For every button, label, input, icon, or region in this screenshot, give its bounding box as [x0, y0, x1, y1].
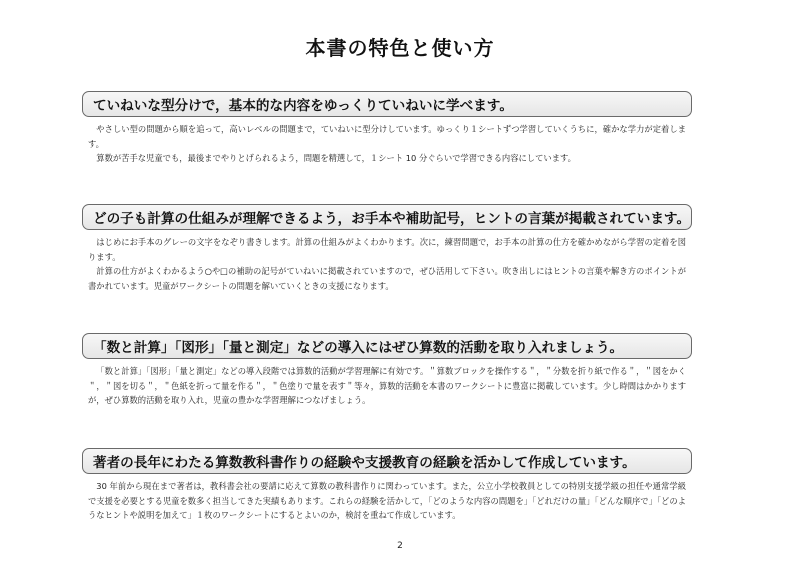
- feature-section-3: [82, 333, 692, 408]
- feature-section-1: [82, 91, 692, 166]
- section-heading: 「数と計算」「図形」「量と測定」などの導入にはぜひ算数的活動を取り入れましょう。: [82, 333, 692, 359]
- section-paragraph: 30 年前から現在まで著者は，教科書会社の要請に応えて算数の教科書作りに関わっています。また，公立小学校教員としての特別支援学級の担任や通常学級で支援を必要とする児童を数多く担当してきた実績もあります。これらの経験を活かして，｢どのような内容の問題を｣「どれだけの量」「どんな順序で」「どのようなヒントや説明を加えて」１枚のワークシートにするとよいのか，検討を重ねて作成しています。: [88, 481, 686, 521]
- section-heading: どの子も計算の仕組みが理解できるよう，お手本や補助記号，ヒントの言葉が掲載されています。: [82, 204, 692, 230]
- section-paragraph: やさしい型の問題から順を追って，高いレベルの問題まで，ていねいに型分けしています。ゆっくり１シートずつ学習していくうちに，確かな学力が定着します。: [88, 124, 686, 149]
- section-paragraph: 「数と計算」「図形」「量と測定」などの導入段階では算数的活動が学習理解に有効です。＂算数ブロックを操作する＂，＂分数を折り紙で作る＂，＂図をかく＂，＂図を切る＂，＂色紙を折って量を作る＂，＂色塗りで量を表す＂等々，算数的活動を本書のワークシートに豊富に掲載しています。少し時間はかかりますが，ぜひ算数的活動を取り入れ，児童の豊かな学習理解につなげましょう。: [88, 366, 686, 406]
- section-heading: ていねいな型分けで，基本的な内容をゆっくりていねいに学べます。: [82, 91, 692, 117]
- page-title: 本書の特色と使い方: [305, 36, 495, 60]
- feature-section-4: [82, 448, 692, 523]
- section-paragraph: 計算の仕方がよくわかるよう○や□の補助の記号がていねいに掲載されていますので，ぜひ活用して下さい。吹き出しにはヒントの言葉や解き方のポイントが書かれています。児童がワークシートの問題を解いていくときの支援になります。: [88, 266, 686, 291]
- section-paragraph: はじめにお手本のグレーの文字をなぞり書きします。計算の仕組みがよくわかります。次に，練習問題で，お手本の計算の仕方を確かめながら学習の定着を図ります。: [88, 237, 686, 262]
- section-heading: 著者の長年にわたる算数教科書作りの経験や支援教育の経験を活かして作成しています。: [82, 448, 692, 474]
- page-number: 2: [397, 541, 403, 551]
- section-paragraph: 算数が苦手な児童でも，最後までやりとげられるよう，問題を精選して，１シート 10 分ぐらいで学習できる内容にしています。: [96, 153, 576, 164]
- feature-section-2: [82, 204, 692, 293]
